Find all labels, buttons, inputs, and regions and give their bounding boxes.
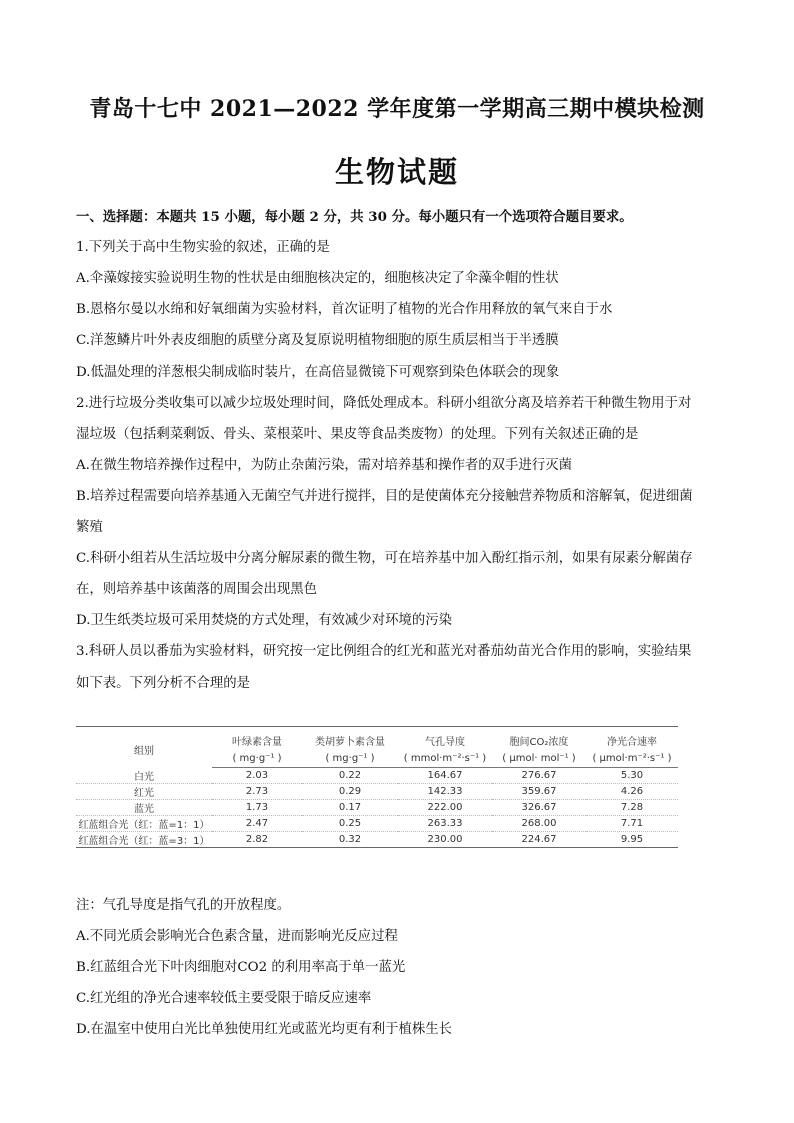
table-header-chlorophyll: 叶绿素含量 [212,727,302,750]
q2-option-b-line1: B.培养过程需要向培养基通入无菌空气并进行搅拌，目的是使菌体充分接触营养物质和溶解氧，促进细菌 [76,489,693,504]
table-cell: 2.03 [212,768,302,784]
table-cell: 164.67 [398,768,492,784]
table-row [76,799,678,815]
q2-option-b-line2: 繁殖 [76,520,103,535]
table-cell: 326.67 [492,799,586,815]
table-unit-intercellular-co2: ( μmol· mol⁻¹ ) [492,749,586,768]
table-unit-chlorophyll: ( mg·g⁻¹ ) [212,749,302,768]
q1-stem: 1.下列关于高中生物实验的叙述，正确的是 [76,240,330,255]
table-cell: 7.28 [586,799,678,815]
table-header-net-photosynthesis: 净光合速率 [586,727,678,750]
table-row [76,815,678,831]
q3-note: 注：气孔导度是指气孔的开放程度。 [76,898,291,913]
table-cell: 2.73 [212,783,302,799]
q2-stem-line1: 2.进行垃圾分类收集可以减少垃圾处理时间，降低处理成本。科研小组欲分离及培养若干种微生物用于对 [76,396,692,411]
results-table [76,726,678,850]
table-cell: 5.30 [586,768,678,784]
table-cell: 1.73 [212,799,302,815]
table-header-carotenoid: 类胡萝卜素含量 [302,727,398,750]
table-cell: 0.22 [302,768,398,784]
table-header-group: 组别 [76,727,212,768]
table-cell: 359.67 [492,783,586,799]
table-header-intercellular-co2: 胞间CO₂浓度 [492,727,586,750]
q3-option-c: C.红光组的净光合速率较低主要受限于暗反应速率 [76,991,372,1006]
table-cell: 9.95 [586,831,678,847]
q3-stem-line1: 3.科研人员以番茄为实验材料，研究按一定比例组合的红光和蓝光对番茄幼苗光合作用的影响，实验结果 [76,644,692,659]
table-row-label: 蓝光 [76,799,212,815]
table-row-label: 红蓝组合光（红：蓝=1：1） [76,815,212,831]
table-cell: 4.26 [586,783,678,799]
table-row [76,768,678,784]
table-cell: 2.47 [212,815,302,831]
q2-option-c-line2: 在，则培养基中该菌落的周围会出现黑色 [76,582,318,597]
table-cell: 0.25 [302,815,398,831]
table-unit-stomatal-conductance: ( mmol·m⁻²·s⁻¹ ) [398,749,492,768]
table-cell: 230.00 [398,831,492,847]
table-cell: 0.32 [302,831,398,847]
exam-title: 青岛十七中 2021—2022 学年度第一学期高三期中模块检测 [89,96,705,122]
table-cell: 222.00 [398,799,492,815]
q3-option-d: D.在温室中使用白光比单独使用红光或蓝光均更有利于植株生长 [76,1022,453,1037]
table-cell: 2.82 [212,831,302,847]
table-cell: 7.71 [586,815,678,831]
q3-option-a: A.不同光质会影响光合色素含量，进而影响光反应过程 [76,929,398,944]
table-row-label: 白光 [76,768,212,784]
table-header-stomatal-conductance: 气孔导度 [398,727,492,750]
q1-option-a: A.伞藻嫁接实验说明生物的性状是由细胞核决定的，细胞核决定了伞藻伞帽的性状 [76,271,559,286]
table-cell: 276.67 [492,768,586,784]
q1-option-d: D.低温处理的洋葱根尖制成临时装片，在高倍显微镜下可观察到染色体联会的现象 [76,365,560,380]
q1-option-b: B.恩格尔曼以水绵和好氧细菌为实验材料，首次证明了植物的光合作用释放的氧气来自于水 [76,302,613,317]
table-row [76,831,678,847]
section-heading: 一、选择题：本题共 15 小题，每小题 2 分，共 30 分。每小题只有一个选项符合题目要求。 [76,209,633,225]
q2-stem-line2: 湿垃圾（包括剩菜剩饭、骨头、菜根菜叶、果皮等食品类废物）的处理。下列有关叙述正确的是 [76,427,639,442]
table-unit-carotenoid: ( mg·g⁻¹ ) [302,749,398,768]
q2-option-c-line1: C.科研小组若从生活垃圾中分离分解尿素的微生物，可在培养基中加入酚红指示剂，如果有尿素分解菌存 [76,551,693,566]
subject-title: 生物试题 [334,155,459,189]
q2-option-d: D.卫生纸类垃圾可采用焚烧的方式处理，有效减少对环境的污染 [76,613,453,628]
q1-option-c: C.洋葱鳞片叶外表皮细胞的质壁分离及复原说明植物细胞的原生质层相当于半透膜 [76,333,559,348]
table-cell: 142.33 [398,783,492,799]
table-cell: 224.67 [492,831,586,847]
table-row [76,783,678,799]
q3-stem-line2: 如下表。下列分析不合理的是 [76,676,251,691]
table-cell: 263.33 [398,815,492,831]
table-unit-net-photosynthesis: ( μmol·m⁻²·s⁻¹ ) [586,749,678,768]
q3-option-b: B.红蓝组合光下叶肉细胞对CO2 的利用率高于单一蓝光 [76,960,406,975]
table-cell: 0.29 [302,783,398,799]
table-row-label: 红蓝组合光（红：蓝=3：1） [76,831,212,847]
q2-option-a: A.在微生物培养操作过程中，为防止杂菌污染，需对培养基和操作者的双手进行灭菌 [76,458,572,473]
table-cell: 0.17 [302,799,398,815]
table-cell: 268.00 [492,815,586,831]
table-row-label: 红光 [76,783,212,799]
